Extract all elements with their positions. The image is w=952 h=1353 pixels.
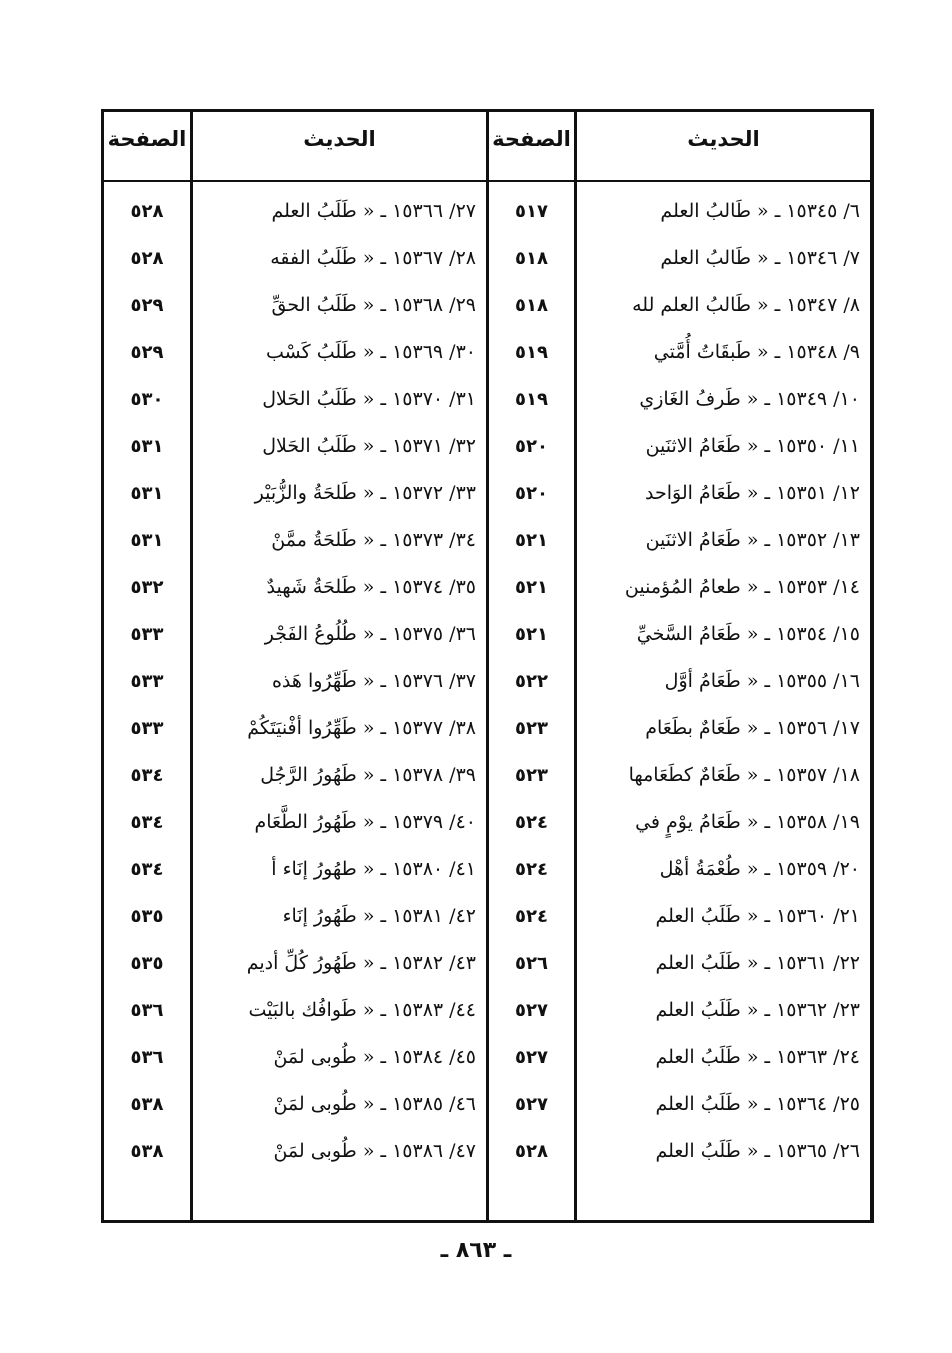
index-row bbox=[104, 611, 870, 658]
hadith-entry: ٢٣/ ١٥٣٦٢ ـ « طَلَبُ العلم bbox=[655, 999, 860, 1021]
page-ref: ٥٣٠ bbox=[130, 389, 164, 410]
hadith-entry: ٤٦/ ١٥٣٨٥ ـ « طُوبى لمَنْ bbox=[273, 1093, 476, 1115]
hadith-entry: ٦/ ١٥٣٤٥ ـ « طَالبُ العلم bbox=[660, 200, 860, 222]
hadith-entry: ١٠/ ١٥٣٤٩ ـ « طَرفُ الغَازي bbox=[639, 388, 860, 410]
page-ref: ٥٣٦ bbox=[130, 1000, 164, 1021]
page-ref: ٥١٨ bbox=[515, 295, 548, 316]
header-hadith-left: الحديث bbox=[303, 127, 376, 151]
page-ref: ٥٢٨ bbox=[130, 201, 164, 222]
page-ref: ٥٢٤ bbox=[515, 859, 548, 880]
hadith-entry: ٢٢/ ١٥٣٦١ ـ « طَلَبُ العلم bbox=[655, 952, 860, 974]
page-number: ـ ٨٦٣ ـ bbox=[440, 1238, 512, 1263]
hadith-entry: ٢٤/ ١٥٣٦٣ ـ « طَلَبُ العلم bbox=[655, 1046, 860, 1068]
hadith-entry: ١٢/ ١٥٣٥١ ـ « طَعَامُ الوَاحد bbox=[645, 482, 860, 504]
page-ref: ٥٢٠ bbox=[515, 436, 548, 457]
page-ref: ٥٣٣ bbox=[130, 718, 164, 739]
page-ref: ٥٢١ bbox=[515, 624, 548, 645]
page-ref: ٥٣٥ bbox=[130, 953, 164, 974]
index-row bbox=[104, 517, 870, 564]
page-ref: ٥٣٢ bbox=[130, 577, 164, 598]
hadith-entry: ٣١/ ١٥٣٧٠ ـ « طَلَبُ الحَلال bbox=[262, 388, 476, 410]
hadith-entry: ٤٤/ ١٥٣٨٣ ـ « طَوافُك بالبَيْت bbox=[248, 999, 476, 1021]
hadith-entry: ٢٧/ ١٥٣٦٦ ـ « طَلَبُ العلم bbox=[271, 200, 476, 222]
page-ref: ٥٣٤ bbox=[130, 859, 164, 880]
index-row bbox=[104, 893, 870, 940]
page-ref: ٥١٨ bbox=[515, 248, 548, 269]
page-ref: ٥٣٣ bbox=[130, 671, 164, 692]
index-row bbox=[104, 658, 870, 705]
hadith-entry: ٣٦/ ١٥٣٧٥ ـ « طُلُوعُ الفَجْر bbox=[264, 623, 476, 645]
index-row bbox=[104, 329, 870, 376]
index-row bbox=[104, 423, 870, 470]
hadith-entry: ٣٨/ ١٥٣٧٧ ـ « طَهِّرُوا أفْنيَتَكُمْ bbox=[247, 717, 476, 739]
page-ref: ٥٢٨ bbox=[130, 248, 164, 269]
hadith-entry: ٣٤/ ١٥٣٧٣ ـ « طَلحَةُ ممَّنْ bbox=[271, 529, 476, 551]
hadith-entry: ٤٢/ ١٥٣٨١ ـ « طَهُورُ إنَاء bbox=[282, 905, 476, 927]
page-ref: ٥٢٣ bbox=[515, 718, 548, 739]
hadith-entry: ٤٥/ ١٥٣٨٤ ـ « طُوبى لمَنْ bbox=[273, 1046, 476, 1068]
page-ref: ٥٣٤ bbox=[130, 765, 164, 786]
page-ref: ٥٢٨ bbox=[515, 1141, 548, 1162]
hadith-entry: ٢٩/ ١٥٣٦٨ ـ « طَلَبُ الحقِّ bbox=[271, 294, 476, 316]
index-row bbox=[104, 705, 870, 752]
page-ref: ٥٢٩ bbox=[130, 295, 164, 316]
index-row bbox=[104, 987, 870, 1034]
page-ref: ٥٢٤ bbox=[515, 906, 548, 927]
page-ref: ٥٣١ bbox=[130, 483, 164, 504]
hadith-entry: ٢٥/ ١٥٣٦٤ ـ « طَلَبُ العلم bbox=[655, 1093, 860, 1115]
page-ref: ٥٢١ bbox=[515, 530, 548, 551]
index-row bbox=[104, 846, 870, 893]
page-ref: ٥٣٨ bbox=[130, 1141, 164, 1162]
hadith-entry: ٣٣/ ١٥٣٧٢ ـ « طَلحَةُ والزُّبَيْر bbox=[254, 482, 476, 504]
hadith-entry: ١٣/ ١٥٣٥٢ ـ « طَعَامُ الاثنَين bbox=[645, 529, 860, 551]
page-ref: ٥٢٤ bbox=[515, 812, 548, 833]
header-page-right: الصفحة bbox=[492, 127, 571, 151]
page-ref: ٥١٩ bbox=[515, 389, 548, 410]
index-row bbox=[104, 235, 870, 282]
hadith-entry: ٢١/ ١٥٣٦٠ ـ « طَلَبُ العلم bbox=[655, 905, 860, 927]
page-ref: ٥٢٧ bbox=[515, 1094, 548, 1115]
index-row bbox=[104, 1128, 870, 1175]
index-row bbox=[104, 752, 870, 799]
hadith-entry: ٨/ ١٥٣٤٧ ـ « طَالبُ العلم لله bbox=[632, 294, 860, 316]
hadith-entry: ١٩/ ١٥٣٥٨ ـ « طَعَامُ يوْمٍ في bbox=[635, 811, 860, 833]
hadith-entry: ٣٢/ ١٥٣٧١ ـ « طَلَبُ الحَلال bbox=[262, 435, 476, 457]
page-ref: ٥٢٩ bbox=[130, 342, 164, 363]
page-ref: ٥٣٦ bbox=[130, 1047, 164, 1068]
hadith-entry: ٢٠/ ١٥٣٥٩ ـ « طُعْمَةُ أهْل bbox=[659, 858, 860, 880]
hadith-entry: ١٧/ ١٥٣٥٦ ـ « طَعَامٌ بطَعَام bbox=[645, 717, 860, 739]
page-ref: ٥٣٣ bbox=[130, 624, 164, 645]
hadith-entry: ١٨/ ١٥٣٥٧ ـ « طَعَامٌ كطَعَامها bbox=[628, 764, 860, 786]
index-row bbox=[104, 940, 870, 987]
index-row bbox=[104, 799, 870, 846]
hadith-entry: ١١/ ١٥٣٥٠ ـ « طَعَامُ الاثنَين bbox=[645, 435, 860, 457]
index-row bbox=[104, 470, 870, 517]
hadith-entry: ٤٣/ ١٥٣٨٢ ـ « طَهُورُ كُلِّ أديم bbox=[246, 952, 476, 974]
hadith-entry: ٢٦/ ١٥٣٦٥ ـ « طَلَبُ العلم bbox=[655, 1140, 860, 1162]
hadith-entry: ٤٧/ ١٥٣٨٦ ـ « طُوبى لمَنْ bbox=[273, 1140, 476, 1162]
index-row bbox=[104, 1034, 870, 1081]
page-ref: ٥٣١ bbox=[130, 436, 164, 457]
page-ref: ٥٢٧ bbox=[515, 1000, 548, 1021]
header-hadith-right: الحديث bbox=[687, 127, 760, 151]
page-ref: ٥٣١ bbox=[130, 530, 164, 551]
index-row bbox=[104, 1081, 870, 1128]
hadith-entry: ٣٧/ ١٥٣٧٦ ـ « طَهِّرُوا هَذه bbox=[271, 670, 476, 692]
hadith-entry: ٤١/ ١٥٣٨٠ ـ « طهُورُ إنَاء أ bbox=[271, 858, 476, 880]
hadith-entry: ٢٨/ ١٥٣٦٧ ـ « طَلَبُ الفقه bbox=[270, 247, 476, 269]
hadith-entry: ٣٠/ ١٥٣٦٩ ـ « طَلَبُ كَسْب bbox=[266, 341, 476, 363]
page-ref: ٥١٩ bbox=[515, 342, 548, 363]
page-ref: ٥٢٠ bbox=[515, 483, 548, 504]
page-ref: ٥٢٣ bbox=[515, 765, 548, 786]
page-ref: ٥٢١ bbox=[515, 577, 548, 598]
page-ref: ٥٣٨ bbox=[130, 1094, 164, 1115]
hadith-entry: ٤٠/ ١٥٣٧٩ ـ « طَهُورُ الطَّعَام bbox=[254, 811, 476, 833]
page-ref: ٥١٧ bbox=[515, 201, 548, 222]
hadith-entry: ١٤/ ١٥٣٥٣ ـ « طعامُ المُؤمنين bbox=[624, 576, 860, 598]
hadith-entry: ١٦/ ١٥٣٥٥ ـ « طَعَامُ أوَّل bbox=[664, 670, 860, 692]
hadith-entry: ٩/ ١٥٣٤٨ ـ « طَبقَاتُ أُمَّتي bbox=[653, 341, 860, 363]
page-ref: ٥٣٤ bbox=[130, 812, 164, 833]
index-row bbox=[104, 282, 870, 329]
page-ref: ٥٢٧ bbox=[515, 1047, 548, 1068]
index-row bbox=[104, 376, 870, 423]
hadith-entry: ٧/ ١٥٣٤٦ ـ « طَالبُ العلم bbox=[660, 247, 860, 269]
hadith-entry: ١٥/ ١٥٣٥٤ ـ « طَعَامُ السَّخيِّ bbox=[636, 623, 860, 645]
page-ref: ٥٢٢ bbox=[515, 671, 548, 692]
header-page-left: الصفحة bbox=[107, 127, 187, 151]
index-row bbox=[104, 564, 870, 611]
page-ref: ٥٣٥ bbox=[130, 906, 164, 927]
hadith-index-table bbox=[101, 109, 874, 1223]
page-ref: ٥٢٦ bbox=[515, 953, 548, 974]
hadith-entry: ٣٩/ ١٥٣٧٨ ـ « طَهُورُ الرَّجُل bbox=[260, 764, 476, 786]
hadith-entry: ٣٥/ ١٥٣٧٤ ـ « طَلحَةُ شَهيدٌ bbox=[266, 576, 476, 598]
index-row bbox=[104, 188, 870, 235]
